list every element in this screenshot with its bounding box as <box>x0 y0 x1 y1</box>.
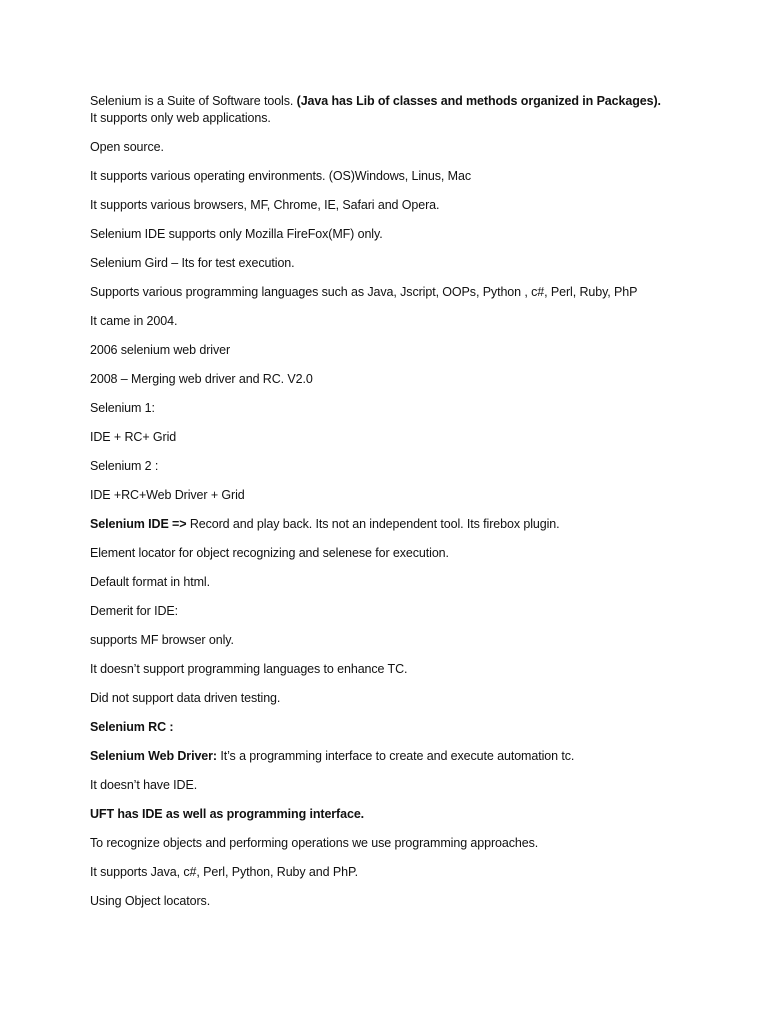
webdriver-paragraph <box>90 748 730 765</box>
paragraph-line: Demerit for IDE: <box>90 604 178 618</box>
paragraph-line: It doesn’t have IDE. <box>90 778 198 792</box>
text-paragraph <box>90 835 730 852</box>
text-paragraph <box>90 226 730 243</box>
paragraph-line: Open source. <box>90 140 164 154</box>
text-paragraph <box>90 574 730 591</box>
text-paragraph <box>90 603 730 620</box>
uft-line: UFT has IDE as well as programming interface. <box>90 807 365 821</box>
rc-heading-paragraph <box>90 719 730 736</box>
ide-text: Record and play back. Its not an independent tool. Its firebox plugin. <box>186 517 560 531</box>
paragraph-line: Selenium Gird – Its for test execution. <box>90 256 295 270</box>
webdriver-bold-label: Selenium Web Driver: <box>90 749 217 763</box>
paragraph-line: Selenium 1: <box>90 401 155 415</box>
paragraph-line: It doesn’t support programming languages to enhance TC. <box>90 662 408 676</box>
text-paragraph <box>90 284 730 301</box>
text-paragraph <box>90 139 730 156</box>
paragraph-line: To recognize objects and performing operations we use programming approaches. <box>90 836 539 850</box>
paragraph-line: IDE +RC+Web Driver + Grid <box>90 488 245 502</box>
intro-paragraph <box>90 93 730 127</box>
text-paragraph <box>90 400 730 417</box>
paragraph-line: Default format in html. <box>90 575 210 589</box>
document-body <box>90 93 730 922</box>
text-paragraph <box>90 632 730 649</box>
ide-bold-label: Selenium IDE => <box>90 517 187 531</box>
paragraph-line: IDE + RC+ Grid <box>90 430 177 444</box>
text-paragraph <box>90 255 730 272</box>
paragraph-line: Using Object locators. <box>90 894 211 908</box>
text-paragraph <box>90 487 730 504</box>
text-paragraph <box>90 313 730 330</box>
paragraph-line: It came in 2004. <box>90 314 178 328</box>
text-paragraph <box>90 661 730 678</box>
webdriver-text: It’s a programming interface to create and execute automation tc. <box>216 749 575 763</box>
intro-bold-note: (Java has Lib of classes and methods organized in Packages). <box>296 94 661 108</box>
ide-paragraph <box>90 516 730 533</box>
paragraph-line: It supports various operating environments. (OS)Windows, Linus, Mac <box>90 169 471 183</box>
text-paragraph <box>90 371 730 388</box>
intro-text: Selenium is a Suite of Software tools. <box>90 94 297 108</box>
text-paragraph <box>90 458 730 475</box>
paragraph-line: Supports various programming languages such as Java, Jscript, OOPs, Python , c#, Perl, Ruby, PhP <box>90 285 638 299</box>
text-paragraph <box>90 168 730 185</box>
text-paragraph <box>90 893 730 910</box>
paragraph-line: Did not support data driven testing. <box>90 691 281 705</box>
text-paragraph <box>90 342 730 359</box>
webdriver-line <box>90 748 730 765</box>
paragraph-line: Selenium 2 : <box>90 459 159 473</box>
text-paragraph <box>90 777 730 794</box>
text-paragraph <box>90 545 730 562</box>
text-paragraph <box>90 864 730 881</box>
paragraph-line: 2006 selenium web driver <box>90 343 231 357</box>
uft-paragraph <box>90 806 730 823</box>
paragraph-line: It supports Java, c#, Perl, Python, Ruby and PhP. <box>90 865 358 879</box>
text-paragraph <box>90 197 730 214</box>
paragraph-line: supports MF browser only. <box>90 633 234 647</box>
paragraph-line: It supports various browsers, MF, Chrome, IE, Safari and Opera. <box>90 198 440 212</box>
paragraph-line: 2008 – Merging web driver and RC. V2.0 <box>90 372 313 386</box>
paragraph-line: Element locator for object recognizing and selenese for execution. <box>90 546 449 560</box>
intro-line-1 <box>90 93 730 110</box>
text-paragraph <box>90 690 730 707</box>
text-paragraph <box>90 429 730 446</box>
intro-line-2: It supports only web applications. <box>90 111 271 125</box>
paragraph-line: Selenium IDE supports only Mozilla FireFox(MF) only. <box>90 227 383 241</box>
rc-heading: Selenium RC : <box>90 720 174 734</box>
ide-line <box>90 516 730 533</box>
